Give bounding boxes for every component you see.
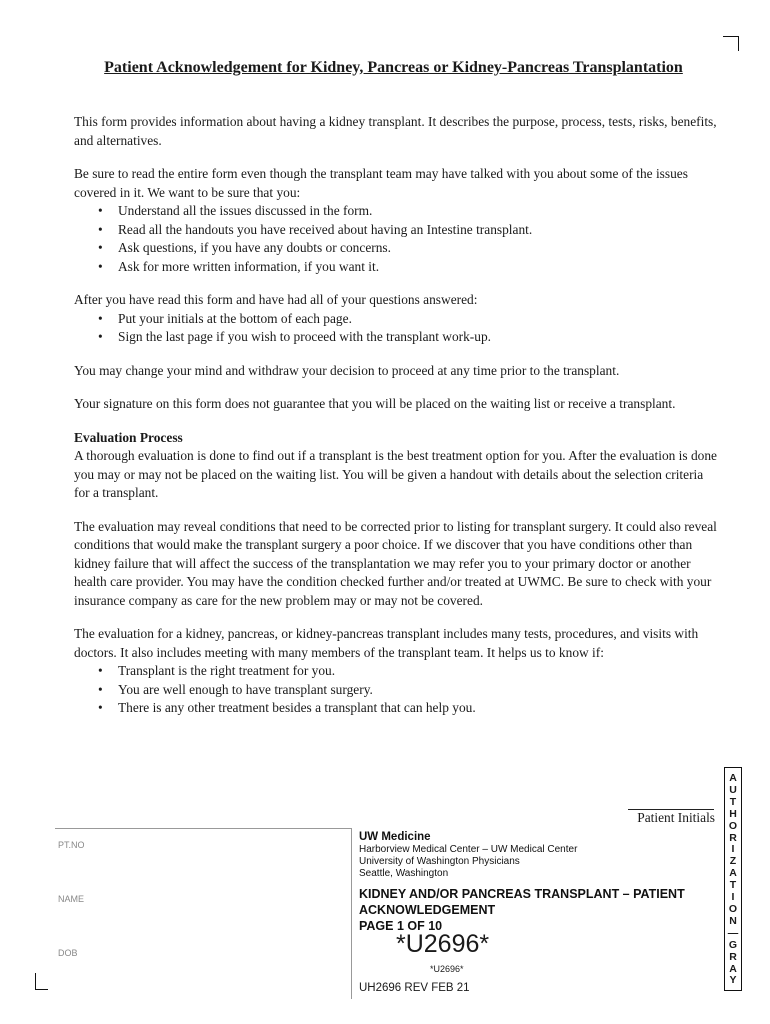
- sidebar-letter: Z: [729, 855, 737, 868]
- form-code-small: *U2696*: [430, 964, 464, 974]
- corner-mark-bottom-left: [35, 973, 48, 990]
- sidebar-letter: T: [729, 795, 737, 808]
- document-title-line-2: ACKNOWLEDGEMENT: [359, 903, 496, 917]
- list-item: • Put your initials at the bottom of each page.: [118, 310, 719, 329]
- sidebar-letter: U: [729, 783, 737, 796]
- sidebar-letter: H: [729, 807, 737, 820]
- list-item: • Ask for more written information, if you want it.: [118, 258, 719, 277]
- read-notice: Be sure to read the entire form even though the transplant team may have talked with you about some of the issues covered in it. We want to be sure that you:: [74, 166, 688, 200]
- sidebar-letter: O: [728, 819, 738, 832]
- sidebar-letter: R: [729, 831, 737, 844]
- page-title: Patient Acknowledgement for Kidney, Pancreas or Kidney-Pancreas Transplantation: [104, 59, 683, 76]
- sidebar-letter: T: [729, 879, 737, 892]
- pt-no-field: PT.NO: [58, 840, 85, 850]
- form-code: *U2696*: [396, 930, 490, 958]
- evaluation-heading: Evaluation Process: [74, 429, 183, 445]
- sidebar-letter: Y: [729, 974, 737, 987]
- evaluation-paragraph-2: The evaluation may reveal conditions that need to be corrected prior to listing for transplant surgery. It could also reveal conditions that would make the transplant surgery a poor choice. If we discover that you have conditions other than kidney failure that will affect the success of the transplantation we may refer you to your primary doctor or another health care provider. You may have the condition checked further and/or treated at UWMC. Be sure to check with your insurance company as care for the new problem may or may not be covered.: [74, 518, 717, 608]
- read-bullet-list: [74, 202, 719, 276]
- name-field: NAME: [58, 894, 85, 904]
- patient-label-block[interactable]: [55, 828, 352, 999]
- intro-paragraph: This form provides information about having a kidney transplant. It describes the purpose, process, tests, risks, benefits, and alternatives.: [74, 114, 717, 148]
- list-item: • Understand all the issues discussed in the form.: [118, 202, 719, 221]
- list-item: • Ask questions, if you have any doubts or concerns.: [118, 239, 719, 258]
- after-bullet-list: [74, 310, 719, 347]
- org-line-3: Seattle, Washington: [359, 868, 449, 879]
- sidebar-letter: R: [729, 950, 737, 963]
- authorization-gray-sidebar: [724, 767, 742, 991]
- list-item: • There is any other treatment besides a transplant that can help you.: [118, 699, 719, 718]
- sidebar-letter: A: [729, 867, 737, 880]
- sidebar-letter: I: [731, 891, 735, 904]
- evaluation-paragraph-1: A thorough evaluation is done to find out if a transplant is the best treatment option for you. After the evaluation is done you may or may not be placed on the waiting list. You will be given a handout with details about the selection criteria for a transplant.: [74, 448, 717, 500]
- org-line-1: Harborview Medical Center – UW Medical Center: [359, 844, 578, 855]
- after-read-paragraph: After you have read this form and have had all of your questions answered:: [74, 292, 478, 307]
- evaluation-paragraph-3: The evaluation for a kidney, pancreas, or kidney-pancreas transplant includes many tests, procedures, and visits with doctors. It also includes meeting with many members of the transplant team. It helps us to know if:: [74, 626, 699, 660]
- sidebar-letter: G: [728, 938, 738, 951]
- org-name: UW Medicine: [359, 831, 431, 843]
- footer-info: [359, 830, 709, 934]
- signature-note: Your signature on this form does not guarantee that you will be placed on the waiting list or receive a transplant.: [74, 396, 676, 411]
- evaluation-bullet-list: [74, 662, 719, 718]
- change-mind-paragraph: You may change your mind and withdraw your decision to proceed at any time prior to the transplant.: [74, 362, 620, 378]
- sidebar-letter: N: [729, 914, 737, 927]
- revision-label: UH2696 REV FEB 21: [359, 982, 470, 994]
- sidebar-letter: A: [729, 962, 737, 975]
- corner-mark-top-right: [723, 36, 739, 51]
- list-item: • You are well enough to have transplant surgery.: [118, 681, 719, 700]
- sidebar-letter: —: [727, 926, 739, 939]
- page-number: PAGE 1 OF 10: [359, 919, 443, 933]
- sidebar-letter: O: [728, 902, 738, 915]
- patient-initials-label: Patient Initials: [637, 810, 715, 825]
- sidebar-letter: I: [731, 843, 735, 856]
- list-item: • Transplant is the right treatment for you.: [118, 662, 719, 681]
- list-item: • Sign the last page if you wish to proceed with the transplant work-up.: [118, 328, 719, 347]
- document-title-line-1: KIDNEY AND/OR PANCREAS TRANSPLANT – PATIENT: [359, 887, 685, 901]
- list-item: • Read all the handouts you have received about having an Intestine transplant.: [118, 221, 719, 240]
- form-body: [74, 113, 719, 733]
- sidebar-letter: A: [729, 772, 737, 784]
- dob-field: DOB: [58, 948, 78, 958]
- org-line-2: University of Washington Physicians: [359, 856, 520, 867]
- document-title: [359, 886, 709, 934]
